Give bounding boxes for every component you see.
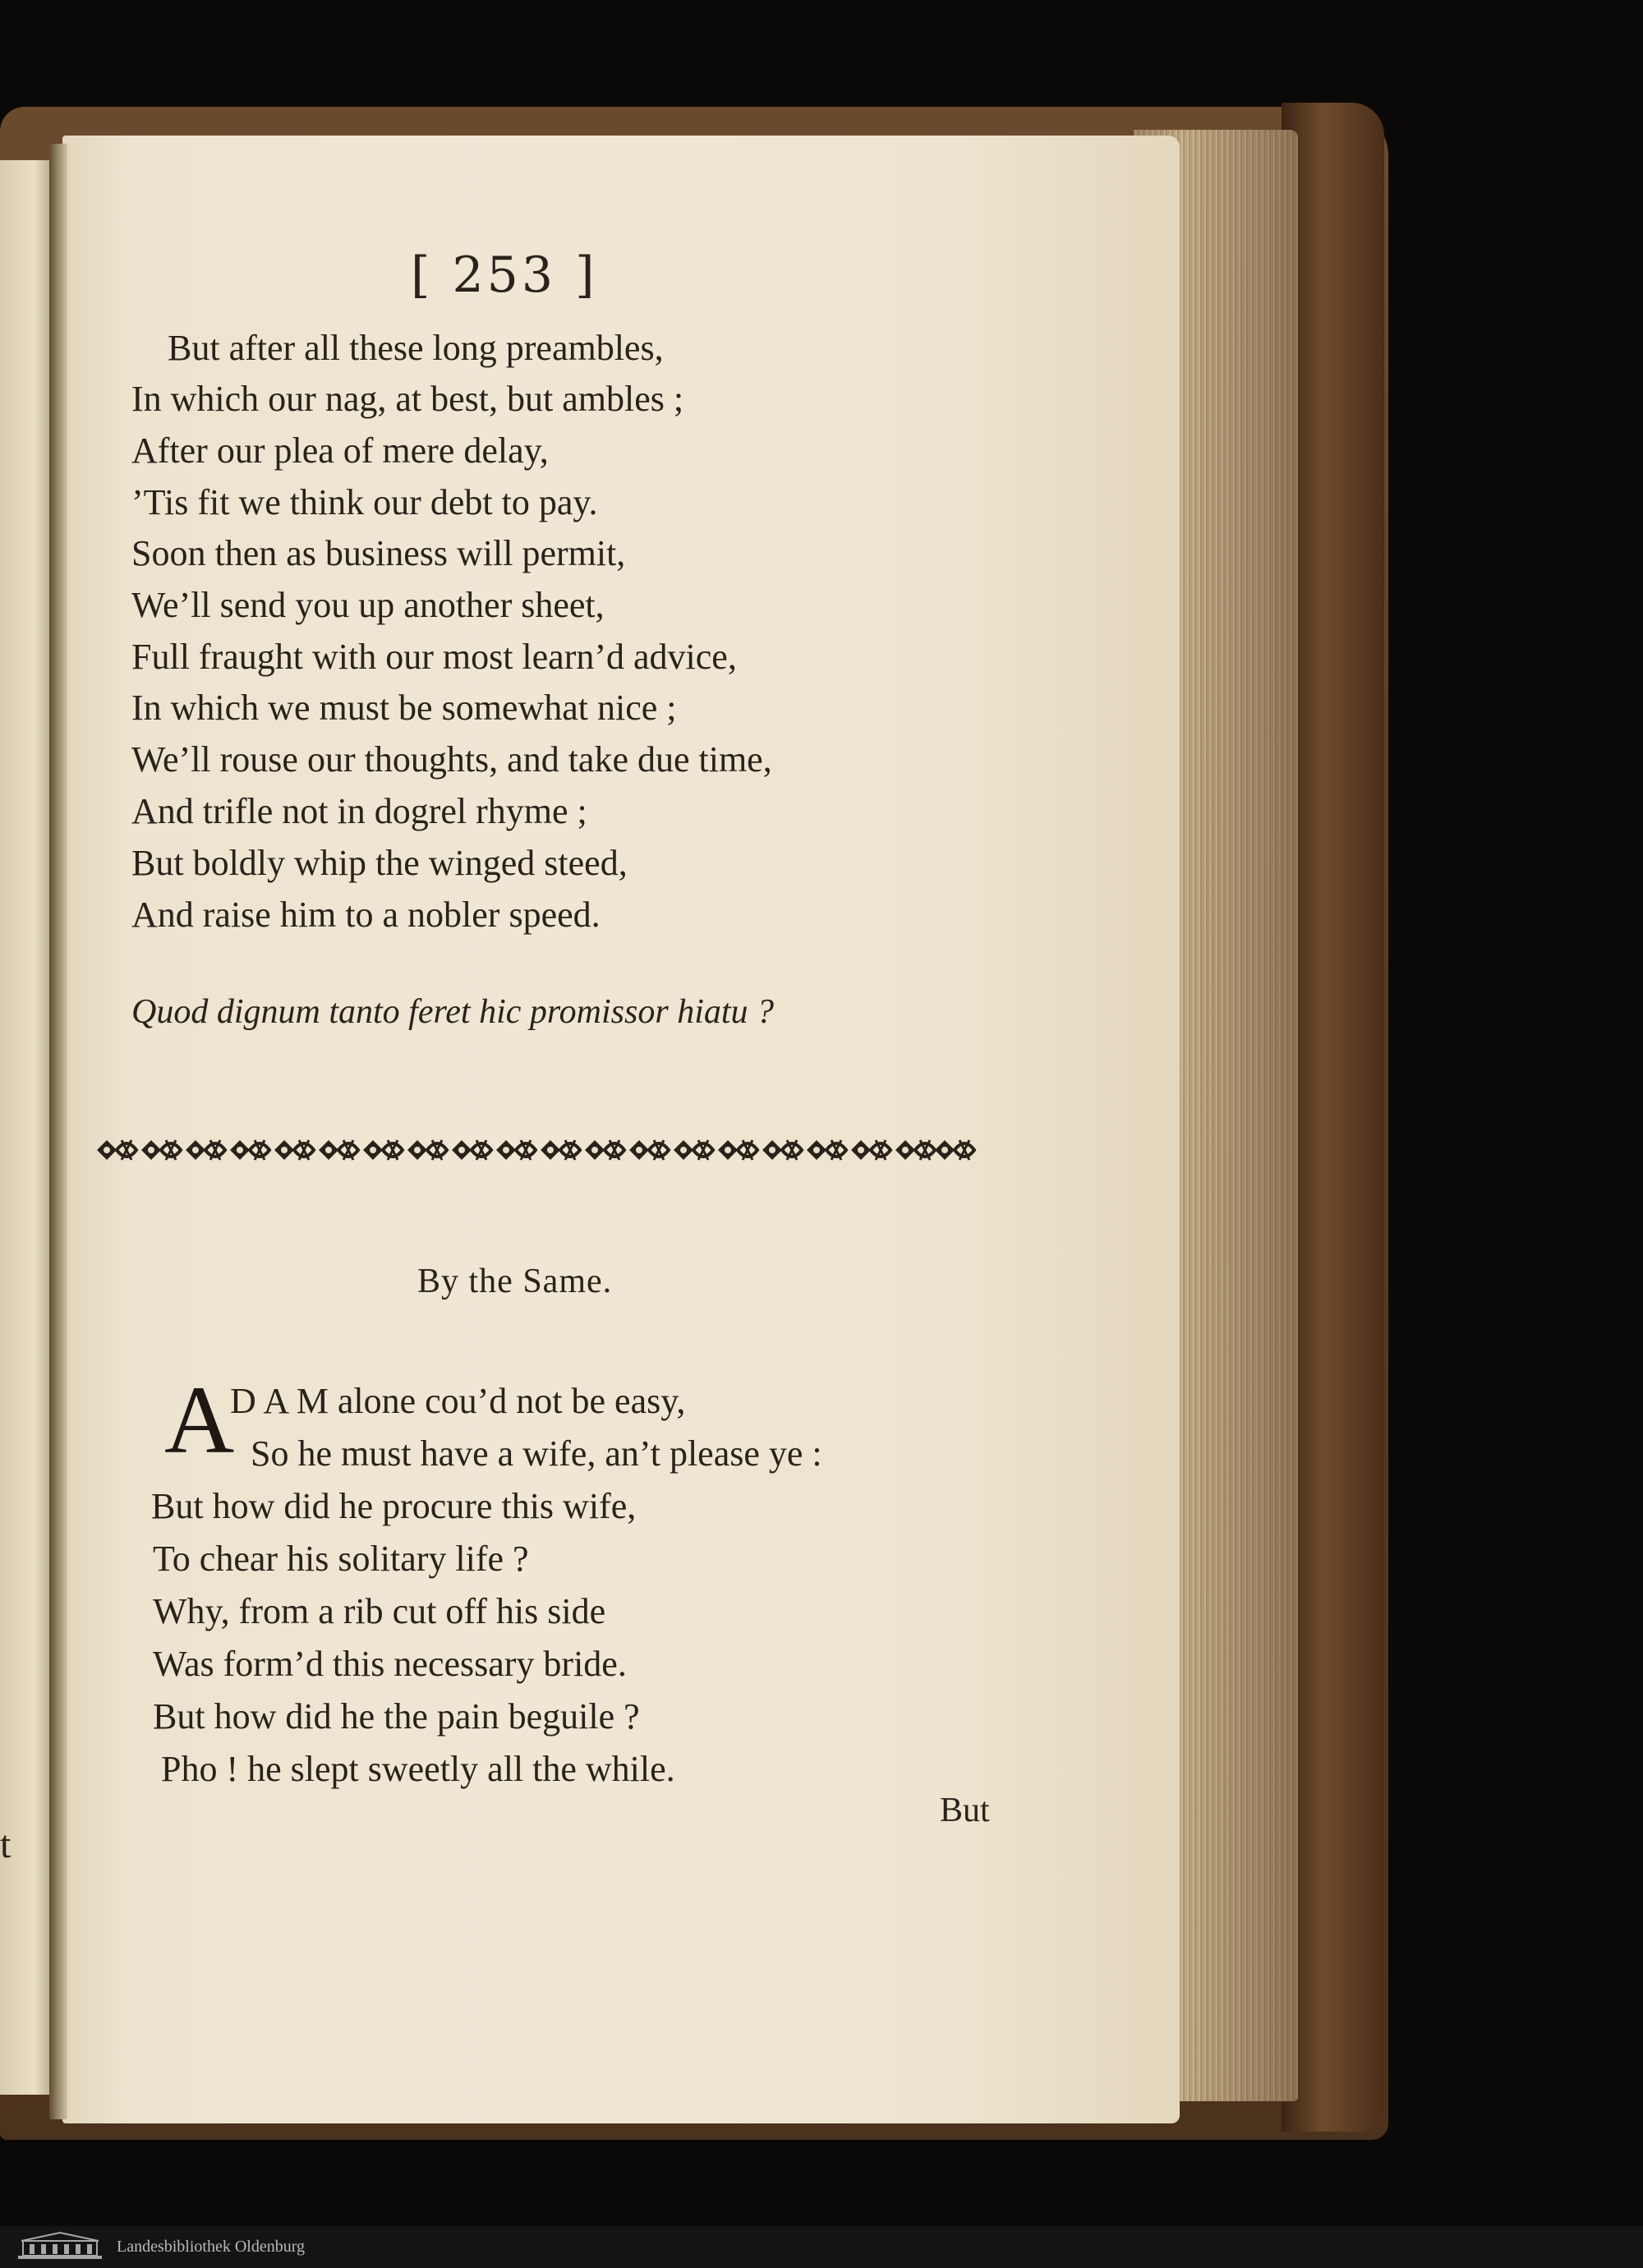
drop-cap: A <box>164 1366 235 1474</box>
verse-line: But boldly whip the winged steed, <box>131 843 628 883</box>
ornamental-divider <box>92 1125 979 1175</box>
verse-line: After our plea of mere delay, <box>131 430 549 471</box>
verse-line: In which we must be somewhat nice ; <box>131 688 677 728</box>
verse-line: Full fraught with our most learn’d advice, <box>131 637 737 677</box>
latin-quotation: Quod dignum tanto feret hic promissor hiatu ? <box>131 993 775 1031</box>
verse-line: We’ll rouse our thoughts, and take due time, <box>131 739 772 780</box>
verse-line: And raise him to a nobler speed. <box>131 895 601 935</box>
catchword: But <box>940 1792 990 1829</box>
verse-line: But how did he procure this wife, <box>151 1486 637 1526</box>
verse-line: ’Tis fit we think our debt to pay. <box>131 482 598 522</box>
left-page-margin-fragment: t <box>0 1823 12 1866</box>
library-building-icon <box>15 2231 105 2264</box>
verse-line: So he must have a wife, an’t please ye : <box>251 1433 822 1474</box>
verse-line: In which our nag, at best, but ambles ; <box>131 379 684 419</box>
verse-line: Pho ! he slept sweetly all the while. <box>161 1749 675 1789</box>
poem-heading: By the Same. <box>417 1263 613 1300</box>
verse-line: But how did he the pain beguile ? <box>153 1696 640 1737</box>
verse-line: We’ll send you up another sheet, <box>131 585 605 625</box>
verse-line: And trifle not in dogrel rhyme ; <box>131 791 587 831</box>
verse-line: But after all these long preambles, <box>168 328 664 368</box>
library-name: Landesbibliothek Oldenburg <box>117 2238 306 2256</box>
verse-line: Why, from a rib cut off his side <box>153 1591 606 1631</box>
verse-line: Was form’d this necessary bride. <box>153 1644 627 1684</box>
book-gutter <box>49 144 67 2119</box>
verse-line: D A M alone cou’d not be easy, <box>230 1381 686 1421</box>
page-number: [ 253 ] <box>411 246 598 304</box>
verse-line: Soon then as business will permit, <box>131 533 626 573</box>
verse-line: To chear his solitary life ? <box>153 1539 529 1579</box>
library-footer-bar <box>0 2226 1643 2268</box>
